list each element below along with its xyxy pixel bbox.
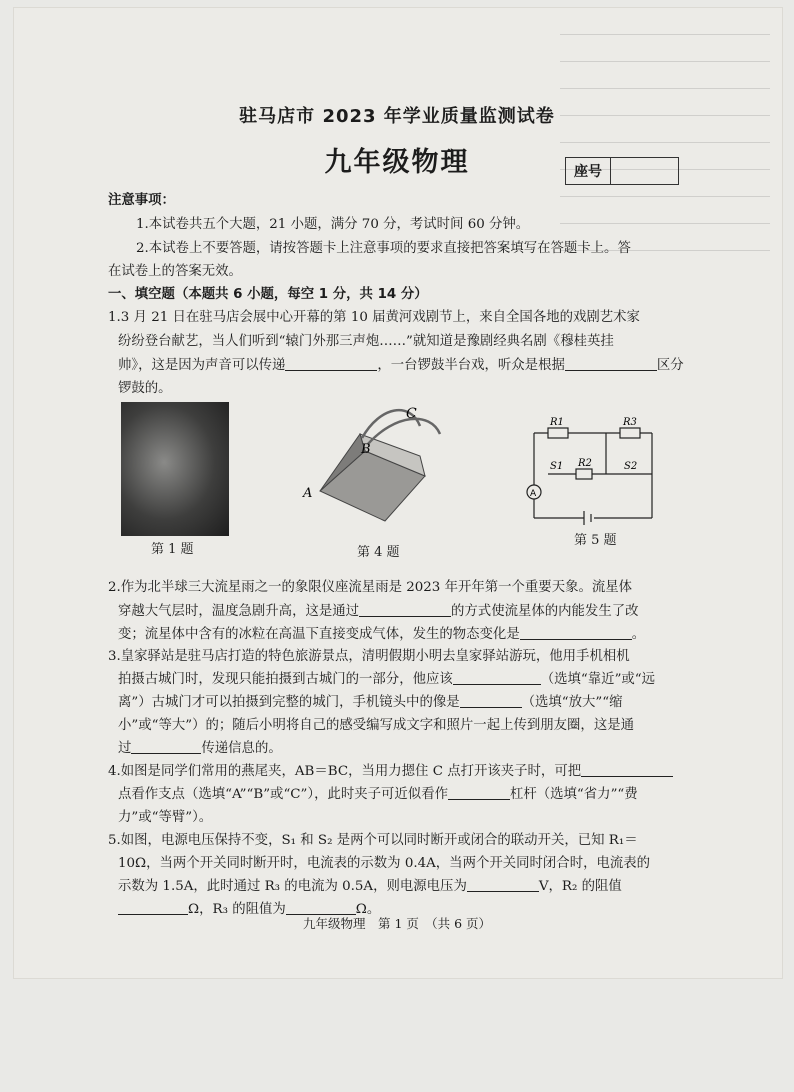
q2-blank-1[interactable] [359,602,451,617]
label-s2: S2 [624,461,638,472]
q1-line-3: 帅》，这是因为声音可以传递 ，一台锣鼓半台戏，听众是根据 区分 [118,358,684,373]
q3-blank-3[interactable] [131,739,201,754]
seat-number-box [565,157,679,185]
q5-line-2: 10Ω，当两个开关同时断开时，电流表的示数为 0.4A，当两个开关同时闭合时，电流表的 [118,856,651,871]
q5-line-1: 5.如图，电源电压保持不变，S₁ 和 S₂ 是两个可以同时断开或闭合的联动开关，已知 R₁＝ [108,833,638,848]
opera-performer-photo [121,402,229,536]
clip-label-c: C [406,406,417,422]
q4-blank-1[interactable] [581,762,673,777]
fig4-caption: 第 4 题 [357,545,400,560]
q5-line-4: Ω，R₃ 的阻值为 Ω。 [118,898,380,922]
seat-value[interactable] [611,158,678,184]
fig1-caption: 第 1 题 [151,542,194,557]
note-2: 2.本试卷上不要答题，请按答题卡上注意事项的要求直接把答案填写在答题卡上。答 [136,241,631,256]
q5-line-3: 示数为 1.5A，此时通过 R₃ 的电流为 0.5A，则电源电压为 V，R₂ 的阻值 [118,879,622,894]
label-r1: R1 [550,417,564,428]
seat-label: 座号 [566,158,611,184]
q2-blank-2[interactable] [520,625,632,640]
q4-line-1: 4.如图是同学们常用的燕尾夹，AB＝BC，当用力摁住 C 点打开该夹子时，可把 [108,760,673,784]
ammeter-symbol: A [530,489,537,499]
circuit-diagram [520,416,670,526]
q1-line-1: 1.3 月 21 日在驻马店会展中心开幕的第 10 届黄河戏剧节上，来自全国各地的戏剧艺术家 [108,310,640,325]
binder-clip-figure [290,396,490,546]
q3-line-2: 拍摄古城门时，发现只能拍摄到古城门的一部分，他应该 （选填“靠近”或“远 [118,672,656,687]
q4-line-2: 点看作支点（选填“A”“B”或“C”），此时夹子可近似看作 杠杆（选填“省力”“费 [118,787,638,802]
q2-line-1: 2.作为北半球三大流星雨之一的象限仪座流星雨是 2023 年开年第一个重要天象。流星体 [108,580,633,595]
label-s1: S1 [550,461,564,472]
q1-line-2: 纷纷登台献艺，当人们听到“辕门外那三声炮……”就知道是豫剧经典名剧《穆桂英挂 [118,334,614,349]
note-2-cont: 在试卷上的答案无效。 [108,264,242,279]
q4-line-3: 力”或“等臂”）。 [118,810,213,825]
q5-blank-1[interactable] [467,877,539,892]
clip-label-b: B [361,442,371,457]
q3-blank-1[interactable] [453,670,541,685]
q5-blank-2[interactable] [118,900,188,915]
q2-line-3: 变；流星体中含有的冰粒在高温下直接变成气体，发生的物态变化是 。 [118,627,646,642]
q2-line-2: 穿越大气层时，温度急剧升高，这是通过 的方式使流星体的内能发生了改 [118,604,639,619]
q3-line-1: 3.皇家驿站是驻马店打造的特色旅游景点，清明假期小明去皇家驿站游玩，他用手机相机 [108,649,630,664]
q1-line-4: 锣鼓的。 [118,381,172,396]
note-1: 1.本试卷共五个大题，21 小题，满分 70 分，考试时间 60 分钟。 [136,217,530,232]
section-heading: 一、填空题（本题共 6 小题，每空 1 分，共 14 分） [108,287,428,302]
q1-blank-2[interactable] [565,356,657,371]
q3-line-3: 离”）古城门才可以拍摄到完整的城门，手机镜头中的像是 （选填“放大”“缩 [118,695,623,710]
q5-blank-3[interactable] [286,900,356,915]
q1-blank-1[interactable] [285,356,377,371]
q3-line-4: 小”或“等大”）的；随后小明将自己的感受编写成文字和照片一起上传到朋友圈，这是通 [118,718,634,733]
clip-label-a: A [303,486,313,501]
label-r2: R2 [578,458,592,469]
label-r3: R3 [623,417,637,428]
subject-title: 九年级物理 [324,147,470,178]
page-footer: 九年级物理 第 1 页 （共 6 页） [302,916,492,931]
exam-title: 驻马店市 2023 年学业质量监测试卷 [239,106,555,127]
q4-blank-2[interactable] [448,785,510,800]
q3-line-5: 过 传递信息的。 [118,741,282,756]
notes-heading: 注意事项： [108,193,175,208]
fig5-caption: 第 5 题 [574,533,617,548]
q3-blank-2[interactable] [460,693,522,708]
